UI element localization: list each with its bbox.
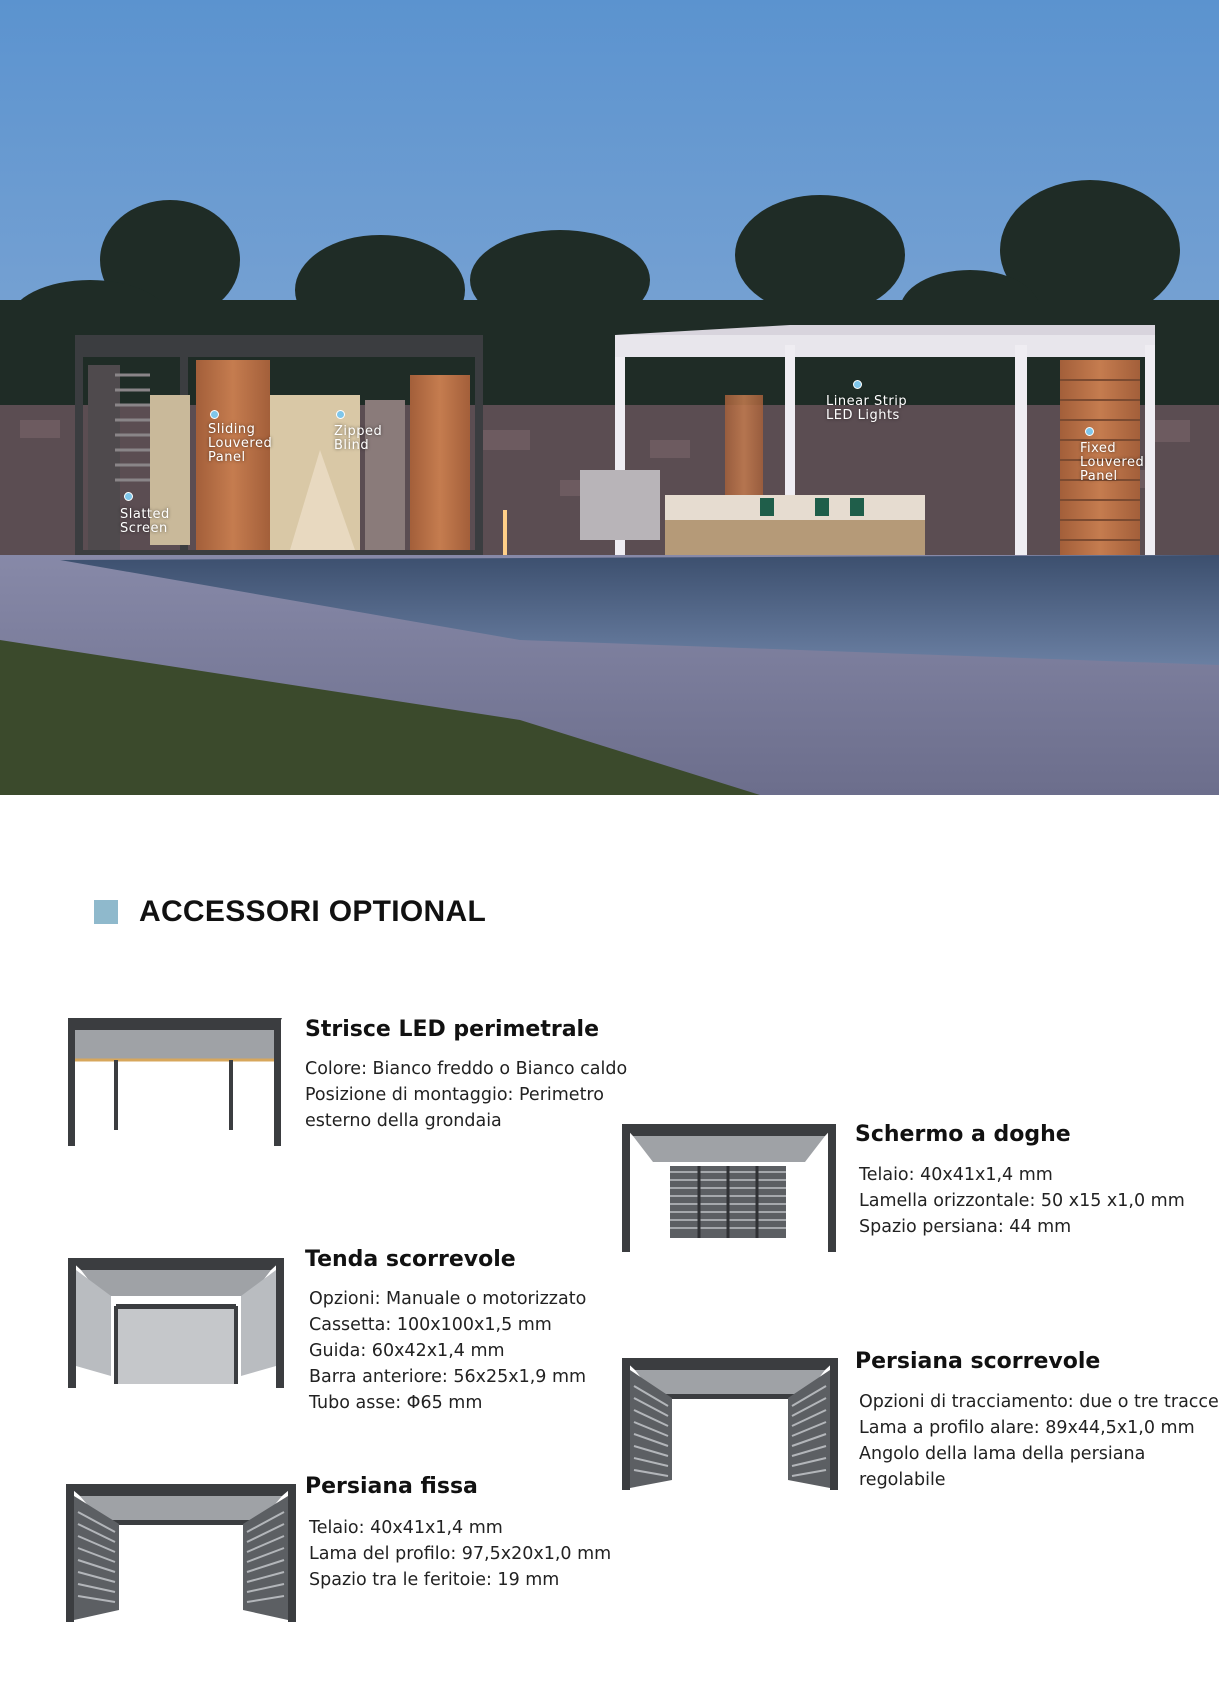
spec-line: Barra anteriore: 56x25x1,9 mm: [309, 1367, 587, 1387]
accessory-specs-fixed-shutter: [309, 1515, 611, 1593]
hero-label-fixed-louvered-panel: Fixed Louvered Panel: [1080, 441, 1145, 484]
hero-dot-zipped: [336, 410, 345, 419]
hero-label-zipped-blind: Zipped Blind: [334, 424, 383, 453]
accessory-title-sliding-blind: Tenda scorrevole: [305, 1247, 516, 1272]
spec-line: Opzioni di tracciamento: due o tre tracce: [859, 1392, 1219, 1412]
spec-line: Telaio: 40x41x1,4 mm: [859, 1165, 1053, 1185]
led-strip-pergola-illustration: [66, 1016, 284, 1147]
hero-dot-led: [853, 380, 862, 389]
spec-line: Colore: Bianco freddo o Bianco caldo: [305, 1059, 628, 1079]
section-title: ACCESSORI OPTIONAL: [139, 895, 487, 928]
fixed-shutter-pergola-illustration: [64, 1482, 298, 1624]
spec-line: Angolo della lama della persiana: [859, 1444, 1146, 1464]
section-heading: [94, 895, 486, 929]
hero-photo: [0, 0, 1219, 795]
hero-dot-fixed: [1085, 427, 1094, 436]
heading-accent-square: [94, 900, 118, 924]
accessory-specs-slatted-screen: [859, 1162, 1185, 1240]
hero-dot-sliding: [210, 410, 219, 419]
spec-line: Lama del profilo: 97,5x20x1,0 mm: [309, 1544, 612, 1564]
accessory-specs-led: [305, 1056, 627, 1134]
spec-line: Tubo asse: Φ65 mm: [309, 1393, 483, 1413]
spec-line: Lama a profilo alare: 89x44,5x1,0 mm: [859, 1418, 1195, 1438]
sliding-blind-pergola-illustration: [66, 1256, 286, 1391]
accessory-specs-sliding-blind: [309, 1286, 586, 1416]
accessory-title-fixed-shutter: Persiana fissa: [305, 1474, 478, 1499]
hero-label-slatted-screen: Slatted Screen: [120, 507, 170, 536]
hero-scene: [0, 0, 1219, 795]
spec-line: esterno della grondaia: [305, 1111, 502, 1131]
accessory-title-slatted-screen: Schermo a doghe: [855, 1122, 1071, 1147]
spec-line: Telaio: 40x41x1,4 mm: [309, 1518, 503, 1538]
spec-line: Lamella orizzontale: 50 x15 x1,0 mm: [859, 1191, 1185, 1211]
sliding-shutter-pergola-illustration: [620, 1356, 840, 1492]
spec-line: regolabile: [859, 1470, 946, 1490]
accessory-specs-sliding-shutter: [859, 1389, 1219, 1493]
slatted-screen-pergola-illustration: [620, 1122, 838, 1254]
hero-label-linear-strip-led-lights: Linear Strip LED Lights: [826, 394, 908, 423]
spec-line: Cassetta: 100x100x1,5 mm: [309, 1315, 552, 1335]
hero-dot-slatted: [124, 492, 133, 501]
spec-line: Spazio tra le feritoie: 19 mm: [309, 1570, 560, 1590]
spec-line: Spazio persiana: 44 mm: [859, 1217, 1072, 1237]
spec-line: Posizione di montaggio: Perimetro: [305, 1085, 604, 1105]
hero-label-sliding-louvered-panel: Sliding Louvered Panel: [208, 422, 273, 465]
spec-line: Opzioni: Manuale o motorizzato: [309, 1289, 587, 1309]
accessory-title-led: Strisce LED perimetrale: [305, 1017, 600, 1042]
spec-line: Guida: 60x42x1,4 mm: [309, 1341, 505, 1361]
accessory-title-sliding-shutter: Persiana scorrevole: [855, 1349, 1101, 1374]
